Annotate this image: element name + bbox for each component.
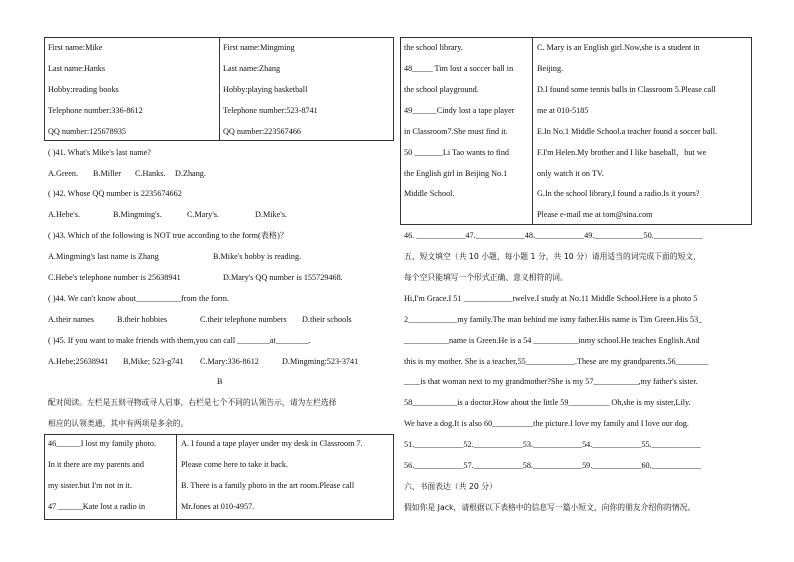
match-left-line-1: 46______I lost my family photo.: [48, 439, 157, 448]
match-left2-line-1: the school library.: [404, 43, 463, 52]
mingming-first-name: First name:Mingming: [223, 43, 295, 52]
q43-option-d: D.Mary's QQ number is 155729468.: [223, 273, 343, 282]
passage-line-7: We have a dog.It is also 60__________the picture.I love my family and I love our dog.: [404, 419, 689, 428]
section-5-title: 五、短文填空（共 10 小题，每小题 1 分，共 10 分）请用适当的词完成下面的短文，: [404, 252, 701, 261]
match-right2-line-5: E.In No.1 Middle School.a teacher found a soccer ball.: [537, 127, 718, 136]
match-left2-line-4: 49______Cindy lost a tape player: [404, 106, 515, 115]
match-right2-line-7: only watch it on TV.: [537, 169, 604, 178]
question-44: ( )44. We can't know about___________from the form.: [48, 294, 229, 303]
match-left-line-2: In it there are my parents and: [48, 460, 144, 469]
q41-option-c: C.Hanks.: [135, 169, 166, 178]
q42-option-b: B.Mingming's.: [113, 210, 162, 219]
passage-line-5: ____is that woman next to my grandmother?She is my 57___________,my father's sister.: [404, 377, 698, 386]
mike-hobby: Hobby:reading books: [48, 85, 119, 94]
match-right-line-2: Please come here to take it back.: [181, 460, 289, 469]
mike-telephone: Telephone number:336-8612: [48, 106, 143, 115]
section-6-title: 六、书面表达（共 20 分）: [404, 482, 497, 491]
answer-line-56-60: 56.____________57.____________58.____________59.____________60.____________: [404, 461, 701, 470]
match-right-line-1: A. I found a tape player under my desk in Classroom 7.: [181, 439, 363, 448]
passage-line-6: 58___________is a doctor.How about the little 59__________ Oh,she is my sister,Lily.: [404, 398, 691, 407]
match-left2-line-7: the English girl in Beijing No.1: [404, 169, 508, 178]
answer-line-51-55: 51.____________52.____________53.____________54.____________55.____________: [404, 440, 701, 449]
section-b-intro-line-2: 相应的认领类通，其中有两项是多余的。: [48, 419, 189, 428]
match-left2-line-6: 50 _______Li Tao wants to find: [404, 148, 510, 157]
match-right-line-3: B. There is a family photo in the art room.Please call: [181, 481, 355, 490]
question-45: ( )45. If you want to make friends with them,you can call ________at________.: [48, 336, 311, 345]
section-b-label: B: [217, 377, 223, 386]
profile-table-divider: [219, 37, 220, 141]
q45-option-a: A.Hebe;25638941: [48, 357, 109, 366]
match-left2-line-5: in Classroom7.She must find it.: [404, 127, 508, 136]
q42-option-c: C.Mary's.: [187, 210, 219, 219]
match-left2-line-3: the school playground.: [404, 85, 479, 94]
q44-option-a: A.their names: [48, 315, 94, 324]
q45-option-c: C.Mary:336-8612: [200, 357, 259, 366]
q43-option-a: A.Mingming's last name is Zhang: [48, 252, 159, 261]
mingming-hobby: Hobby:playing basketball: [223, 85, 308, 94]
match-right2-line-8: G.In the school library,I found a radio.Is it yours?: [537, 189, 700, 198]
match-left-line-3: my sister.but I'm not in it.: [48, 481, 133, 490]
match-right2-line-1: C. Mary is an English girl.Now,she is a student in: [537, 43, 700, 52]
passage-line-2: 2____________my family.The man behind me ismy father.His name is Tim Green.His 53_: [404, 315, 703, 324]
q41-option-d: D.Zhang.: [175, 169, 206, 178]
q44-option-c: C.their telephone numbers: [200, 315, 287, 324]
passage-line-4: this is my mother. She is a teacher,55____________.These are my grandparents.56________: [404, 357, 709, 366]
match-left2-line-8: Middle School.: [404, 189, 455, 198]
answer-line-46-50: 46. ____________47.____________48.____________49.____________50.____________: [404, 231, 703, 240]
q44-option-b: B.their hobbies: [117, 315, 168, 324]
mingming-qq: QQ number:223567466: [223, 127, 302, 136]
match-right2-line-9: Please e-mail me at tom@sina.com: [537, 210, 653, 219]
question-42: ( )42. Whose QQ number is 2235674662: [48, 189, 182, 198]
mike-qq: QQ number:125678935: [48, 127, 127, 136]
q42-option-a: A.Hebe's.: [48, 210, 80, 219]
section-b-intro-line-1: 配对阅读。左栏是五则寻物或寻人启事，右栏是七个不同的认领告示，请为左栏选择: [48, 398, 337, 407]
section-6-instruction: 假如你是 Jack，请根据以下表格中的信息写一篇小短文，向你的朋友介绍你的情况。: [404, 503, 696, 512]
match-right2-line-2: Beijing.: [537, 64, 564, 73]
q41-option-b: B.Miller: [93, 169, 121, 178]
match-right-line-4: Mr.Jones at 010-4957.: [181, 502, 255, 511]
q41-option-a: A.Green.: [48, 169, 79, 178]
question-41: ( )41. What's Mike's last name?: [48, 148, 151, 157]
match-table-right-divider: [532, 37, 533, 225]
section-5-title-line-2: 每个空只能填写一个形式正确、意义相符的词。: [404, 273, 568, 282]
match-table-left-divider: [176, 434, 177, 520]
passage-line-1: Hi,I'm Grace.I 51 ____________twelve.I study at No.11 Middle School.Here is a photo 5: [404, 294, 698, 303]
q42-option-d: D.Mike's.: [255, 210, 287, 219]
match-left2-line-2: 48_____ Tim lost a soccer ball in: [404, 64, 514, 73]
match-right2-line-3: D.I found some tennis balls in Classroom 5.Please call: [537, 85, 716, 94]
q43-option-c: C.Hebe's telephone number is 25638941: [48, 273, 181, 282]
mike-last-name: Last name:Hanks: [48, 64, 106, 73]
question-43: ( )43. Which of the following is NOT true according to the form(表格)？: [48, 231, 289, 240]
mingming-last-name: Last name:Zhang: [223, 64, 281, 73]
mike-first-name: First name:Mike: [48, 43, 103, 52]
passage-line-3: ___________name is Green.He is a 54 ___________inmy school.He teaches English.And: [404, 336, 700, 345]
match-left-line-4: 47 ______Kate lost a radio in: [48, 502, 146, 511]
q43-option-b: B.Mike's hobby is reading.: [213, 252, 302, 261]
q44-option-d: D.their schools: [302, 315, 352, 324]
q45-option-b: B.Mike; 523-g741: [123, 357, 184, 366]
match-right2-line-6: F.I'm Helen.My brother and I like baseball，but we: [537, 148, 707, 157]
match-right2-line-4: me at 010-5185: [537, 106, 589, 115]
q45-option-d: D.Mingming:523-3741: [282, 357, 359, 366]
mingming-telephone: Telephone number:523-8741: [223, 106, 318, 115]
